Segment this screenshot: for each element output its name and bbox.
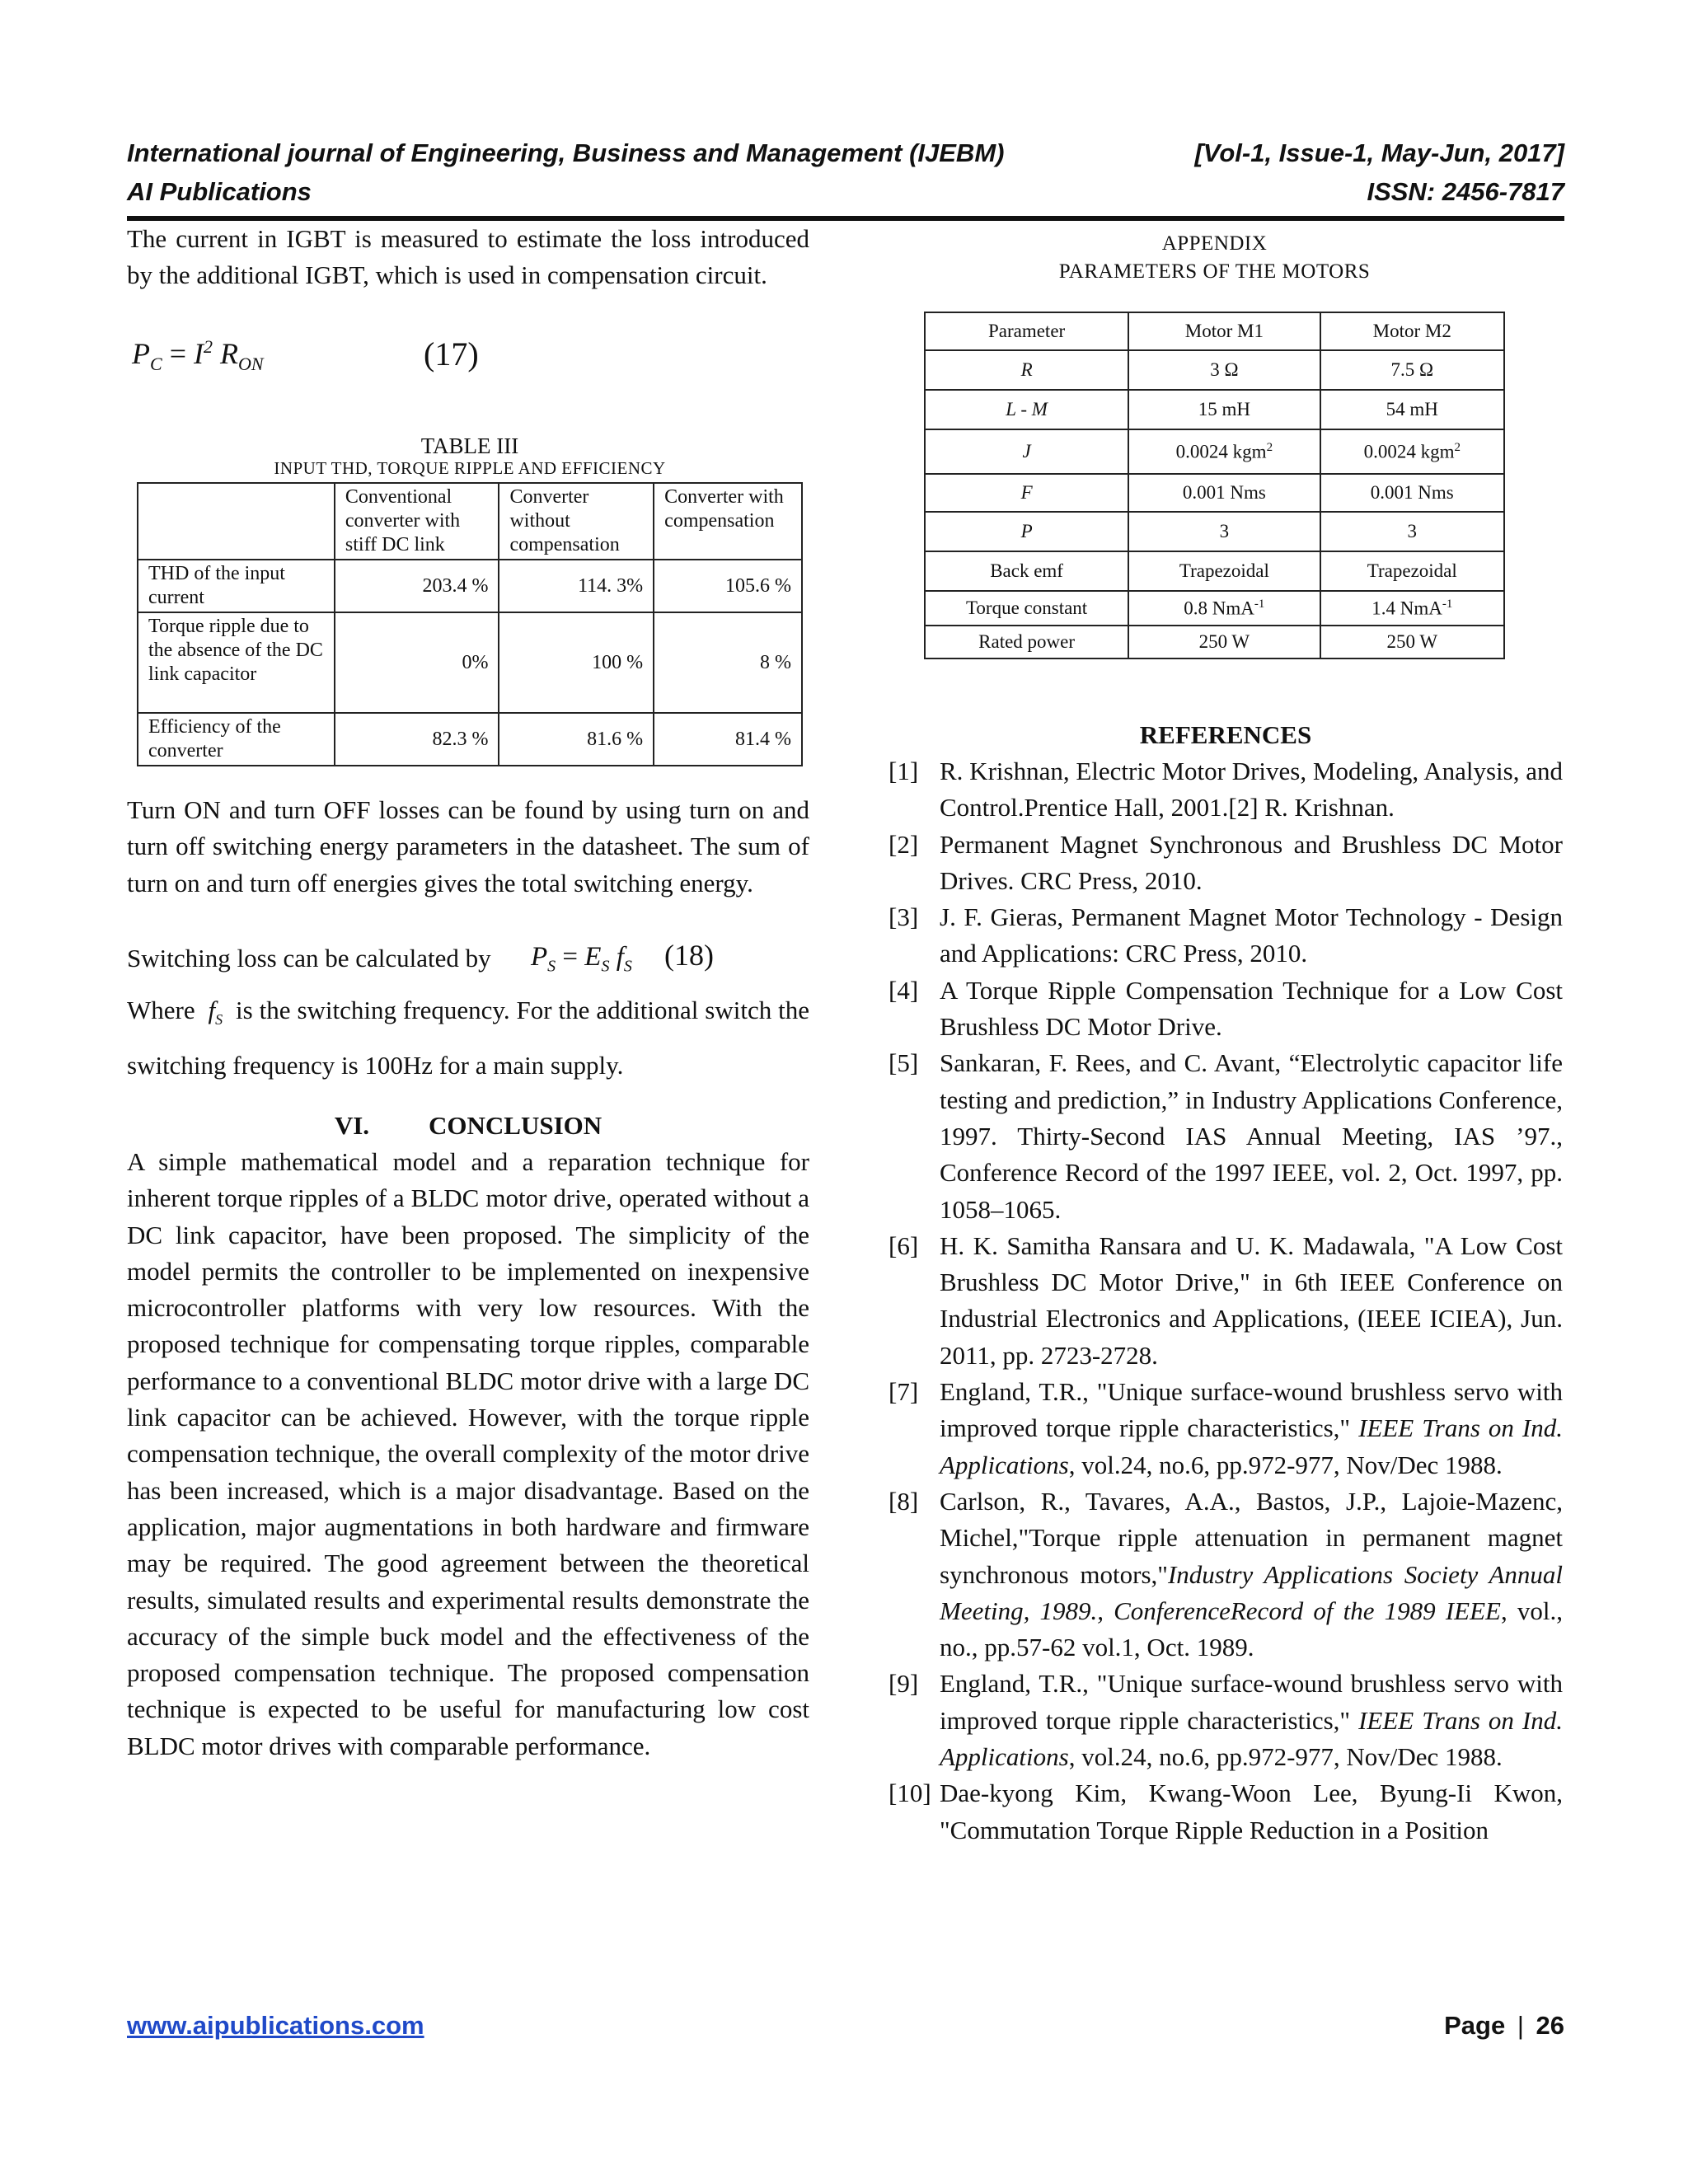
reference-item: [3] J. F. Gieras, Permanent Magnet Motor Technology - Design and Applications: CRC Press, 2010. [889,902,1563,968]
table-cell: 0% [335,612,499,713]
appendix-title: APPENDIX [1161,232,1268,255]
paragraph-switching-frequency: Where $f_S$ is the switching frequency. For the additional switch the switching frequency is 100Hz for a main supply. [127,996,810,1080]
table-cell: Back emf [925,551,1128,591]
left-para-3 [127,940,809,977]
page-number: Page | 26 [1444,2011,1564,2040]
references-list [889,753,1563,1849]
paragraph-switching-energy: Turn ON and turn OFF losses can be found by using turn on and turn off switching energy parameters in the datasheet. The sum of turn on and turn off energies gives the total switching energy. [127,795,809,898]
table-cell: 54 mH [1320,390,1504,429]
table-cell: THD of the input current [138,560,335,612]
table-cell: P [925,512,1128,551]
table-row [925,350,1504,390]
table-cell: 82.3 % [335,713,499,766]
table-header-cell: Motor M2 [1320,312,1504,350]
table-cell [138,483,335,560]
reference-item: [1] R. Krishnan, Electric Motor Drives, Modeling, Analysis, and Control.Prentice Hall, 2001.[2] R. Krishnan. [889,757,1563,823]
table-header-cell: Parameter [925,312,1128,350]
table-cell: 0.001 Nms [1128,474,1320,512]
table-cell: 0.0024 kgm$^2$ [1128,429,1320,474]
table-row [925,474,1504,512]
table-cell: 100 % [499,612,654,713]
table3-subtitle: INPUT THD, TORQUE RIPPLE AND EFFICIENCY [274,458,666,478]
reference-item: [6] H. K. Samitha Ransara and U. K. Madawala, "A Low Cost Brushless DC Motor Drive," in 6th IEEE Conference on Industrial Electronics and Applications, (IEEE ICIEA), Jun. 2011, pp. 2723-2728. [889,1230,1563,1370]
reference-item: [7] England, T.R., "Unique surface-wound brushless servo with improved torque ripple characteristics," IEEE Trans on Ind. Applications, vol.24, no.6, pp.972-977, Nov/Dec 1988. [889,1377,1563,1479]
table-cell: 0.8 NmA$^{-1}$ [1128,591,1320,626]
equation-17: $P_C = I^2$ $R_{ON}$ [132,336,264,375]
left-para-2 [127,792,809,902]
table-row [138,483,802,560]
table-cell: 105.6 % [654,560,802,612]
table-row [925,429,1504,474]
left-para-4 [127,987,809,1089]
table-cell: 203.4 % [335,560,499,612]
table-header-cell: Converter with compensation [654,483,802,560]
appendix-subtitle: PARAMETERS OF THE MOTORS [1058,260,1371,283]
reference-item: [10] Dae-kyong Kim, Kwang-Woon Lee, Byung-Ii Kwon, "Commutation Torque Ripple Reduction in a Position [889,1779,1563,1844]
reference-item: [5] Sankaran, F. Rees, and C. Avant, “Electrolytic capacitor life testing and prediction,” in Industry Applications Conference, 1997. Thirty-Second IAS Annual Meeting, IAS ’97., Conference Record of the 1997 IEEE, vol. 2, Oct. 1997, pp. 1058–1065. [889,1048,1563,1224]
table-cell: 7.5 Ω [1320,350,1504,390]
paragraph-conclusion: A simple mathematical model and a reparation technique for inherent torque ripples of a BLDC motor drive, operated without a DC link capacitor, have been proposed. The simplicity of the model permits the controller to be implemented on inexpensive microcontroller platforms with very low resources. With the proposed technique for compensating torque ripples, comparable performance to a conventional BLDC motor drive with a large DC link capacitor can be achieved. However, with the torque ripple compensation technique, the overall complexity of the motor drive has been increased, which is a major disadvantage. Based on the application, major augmentations in both hardware and firmware may be required. The good agreement between the theoretical results, simulated results and experimental results demonstrate the accuracy of the simple buck model and the effectiveness of the proposed compensation technique. The proposed compensation technique is expected to be useful for manufacturing low cost BLDC motor drives with comparable performance. [127,1147,809,1760]
table-row [138,713,802,766]
conclusion-body [127,1144,809,1765]
section-title: CONCLUSION [429,1111,603,1140]
publisher: AI Publications [127,177,312,206]
table-thd-efficiency [137,482,803,766]
table-row [925,512,1504,551]
paragraph-igbt: The current in IGBT is measured to estimate the loss introduced by the additional IGBT, which is used in compensation circuit. [127,224,809,290]
table-cell: 250 W [1320,626,1504,658]
table-row [925,591,1504,626]
table-cell: 3 Ω [1128,350,1320,390]
switching-loss-text: Switching loss can be calculated by [127,944,491,972]
issn: ISSN: 2456-7817 [1367,177,1564,206]
table-cell: 15 mH [1128,390,1320,429]
table-cell: Trapezoidal [1128,551,1320,591]
table-cell: 0.0024 kgm$^2$ [1320,429,1504,474]
equation-17-number: (17) [424,335,479,373]
table-cell: 3 [1128,512,1320,551]
table-cell: 8 % [654,612,802,713]
table-cell: L - M [925,390,1128,429]
reference-item: [4] A Torque Ripple Compensation Technique for a Low Cost Brushless DC Motor Drive. [889,975,1563,1042]
table-header-cell: Converter without compensation [499,483,654,560]
table-header-cell: Conventional converter with stiff DC link [335,483,499,560]
table-motor-parameters [924,312,1505,659]
table-header-cell: Motor M1 [1128,312,1320,350]
table-row [138,560,802,612]
table-cell: 114. 3% [499,560,654,612]
table-row [925,390,1504,429]
table-cell: 81.6 % [499,713,654,766]
header-line-2 [127,177,1564,210]
equation-18: $P_S = E_S$ $f_S$ [531,942,632,976]
header-line-1 [127,138,1564,171]
journal-title: International journal of Engineering, Business and Management (IJEBM) [127,138,1005,167]
table-cell: 3 [1320,512,1504,551]
table-cell: Torque ripple due to the absence of the DC link capacitor [138,612,335,713]
table-row [925,551,1504,591]
table-cell: 81.4 % [654,713,802,766]
table-row [925,312,1504,350]
table-cell: Efficiency of the converter [138,713,335,766]
left-para-1 [127,221,809,294]
reference-item: [2] Permanent Magnet Synchronous and Brushless DC Motor Drives. CRC Press, 2010. [889,829,1563,895]
references-heading: REFERENCES [1139,720,1312,749]
reference-item: [9] England, T.R., "Unique surface-wound brushless servo with improved torque ripple characteristics," IEEE Trans on Ind. Applications, vol.24, no.6, pp.972-977, Nov/Dec 1988. [889,1669,1563,1772]
section-number: VI. [334,1111,370,1140]
table3-caption: TABLE III [420,434,519,458]
table-cell: 1.4 NmA$^{-1}$ [1320,591,1504,626]
table-cell: Rated power [925,626,1128,658]
table-cell: Trapezoidal [1320,551,1504,591]
footer-website-link[interactable]: www.aipublications.com [127,2011,424,2040]
table-row [138,612,802,713]
conclusion-heading [127,1108,809,1144]
table-cell: J [925,429,1128,474]
table-cell: Torque constant [925,591,1128,626]
table-cell: 0.001 Nms [1320,474,1504,512]
equation-18-number: (18) [664,939,714,972]
reference-item: [8] Carlson, R., Tavares, A.A., Bastos, J.P., Lajoie-Mazenc, Michel,"Torque ripple attenuation in permanent magnet synchronous motors,"Industry Applications Society Annual Meeting, 1989., ConferenceRecord of the 1989 IEEE, vol., no., pp.57-62 vol.1, Oct. 1989. [889,1486,1564,1662]
table-cell: R [925,350,1128,390]
table-cell: 250 W [1128,626,1320,658]
table-cell: F [925,474,1128,512]
table-row [925,626,1504,658]
volume-info: [Vol-1, Issue-1, May-Jun, 2017] [1194,138,1564,167]
